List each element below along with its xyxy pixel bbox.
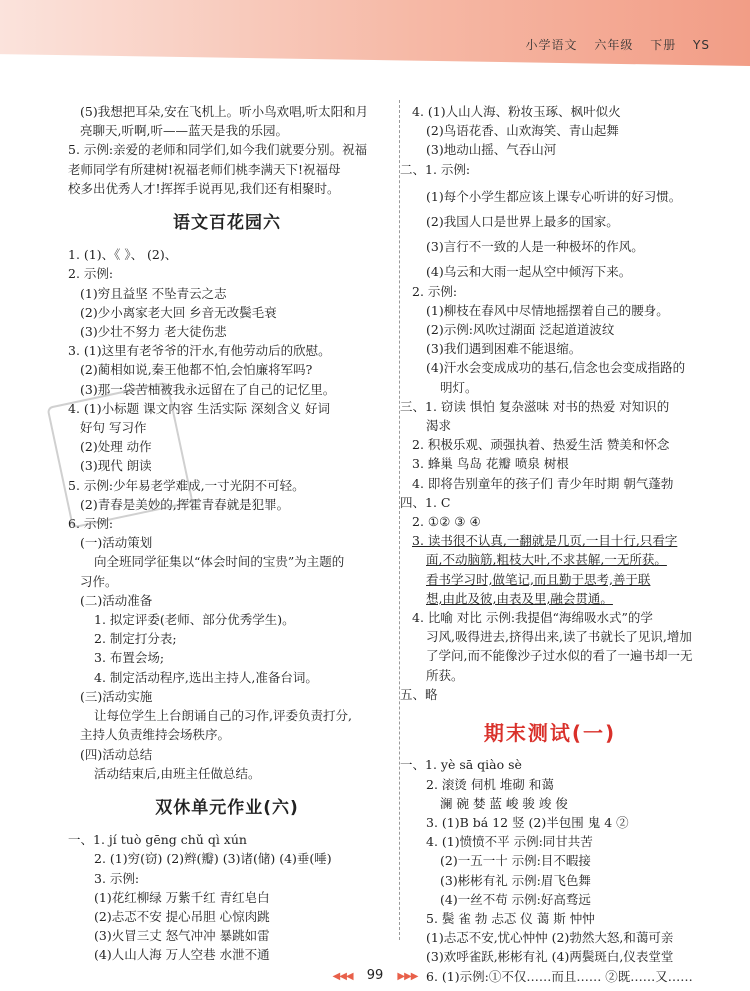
answer-line: 五、略 bbox=[400, 686, 438, 702]
answer-line: 4. 比喻 对比 示例:我提倡“海绵吸水式”的学 bbox=[412, 610, 653, 626]
page-header-band bbox=[0, 0, 750, 66]
left-column bbox=[68, 102, 386, 965]
header-subject: 小学语文 bbox=[525, 38, 578, 52]
answer-line: 亮聊天,听啊,听——蓝天是我的乐园。 bbox=[80, 123, 288, 139]
answer-line: 2. 示例: bbox=[68, 266, 114, 282]
page-number: 99 bbox=[366, 968, 384, 983]
answer-line: 1. 拟定评委(老师、部分优秀学生)。 bbox=[94, 612, 295, 628]
answer-line: 面,不动脑筋,粗枝大叶,不求甚解,一无所获。 bbox=[426, 552, 667, 568]
answer-line: (1)花红柳绿 万紫千红 青红皂白 bbox=[94, 889, 270, 905]
answer-line: 活动结束后,由班主任做总结。 bbox=[94, 765, 261, 781]
answer-line: 老师同学有所建树!祝福老师们桃李满天下!祝福母 bbox=[68, 161, 341, 177]
answer-line: 4. 即将告别童年的孩子们 青少年时期 朝气蓬勃 bbox=[412, 475, 674, 491]
answer-line: (3)欢呼雀跃,彬彬有礼 (4)两鬓斑白,仪表堂堂 bbox=[426, 949, 674, 965]
answer-line: (4)一丝不苟 示例:好高骛远 bbox=[440, 891, 591, 907]
header-grade: 六年级 bbox=[594, 38, 634, 52]
answer-line: (三)活动实施 bbox=[80, 688, 153, 704]
answer-line: 3. (1)这里有老爷爷的汗水,有他劳动后的欣慰。 bbox=[68, 343, 331, 359]
answer-line: (4)汗水会变成成功的基石,信念也会变成指路的 bbox=[426, 360, 686, 376]
answer-line: (3)彬彬有礼 示例:眉飞色舞 bbox=[440, 872, 591, 888]
answer-line: (1)忐忑不安,忧心忡忡 (2)勃然大怒,和蔼可亲 bbox=[426, 930, 674, 946]
answer-line: 好句 写习作 bbox=[80, 420, 147, 436]
prev-arrows-icon: ◀◀◀ bbox=[332, 971, 353, 982]
answer-line: 5. 示例:少年易老学难成,一寸光阴不可轻。 bbox=[68, 477, 305, 493]
answer-line: (2)鸟语花香、山欢海笑、青山起舞 bbox=[426, 123, 619, 139]
right-column bbox=[400, 102, 700, 986]
answer-line: 2. 积极乐观、顽强执着、热爱生活 赞美和怀念 bbox=[412, 437, 670, 453]
answer-line: 4. 制定活动程序,选出主持人,准备台词。 bbox=[94, 669, 318, 685]
answer-line: (二)活动准备 bbox=[80, 592, 153, 608]
answer-line: 了学问,而不能像沙子过水似的看了一遍书却一无 bbox=[426, 648, 693, 664]
answer-line: (1)每个小学生都应该上课专心听讲的好习惯。 bbox=[426, 188, 682, 204]
answer-line: 所获。 bbox=[426, 667, 464, 683]
answer-line: (5)我想把耳朵,安在飞机上。听小鸟欢唱,听太阳和月 bbox=[80, 104, 369, 119]
header-term: 下册 bbox=[650, 38, 677, 52]
answer-line: 澜 碗 婪 蓝 峻 骏 竣 俊 bbox=[440, 795, 568, 811]
answer-line: 6. (1)示例:①不仅……而且…… ②既……又…… bbox=[426, 968, 693, 984]
answer-line: 1. (1)、《 》、 (2)、 bbox=[68, 247, 178, 263]
answer-line: 四、1. C bbox=[400, 494, 451, 510]
answer-line: (2)青春是美妙的,挥霍青春就是犯罪。 bbox=[80, 496, 290, 512]
header-edition: YS bbox=[693, 38, 710, 52]
answer-line: 看书学习时,做笔记,而且勤于思考,善于联 bbox=[426, 571, 651, 587]
answer-line: 一、1. jí tuò gēng chǔ qì xún bbox=[68, 832, 247, 848]
answer-line: (2)蔺相如说,秦王他都不怕,会怕廉将军吗? bbox=[80, 362, 313, 378]
answer-line: (4)人山人海 万人空巷 水泄不通 bbox=[94, 947, 270, 963]
answer-line: 2. 滚烫 伺机 堆砌 和蔼 bbox=[426, 776, 554, 792]
answer-line: (3)我们遇到困难不能退缩。 bbox=[426, 341, 582, 357]
answer-line: 向全班同学征集以“体会时间的宝贵”为主题的 bbox=[94, 554, 345, 570]
answer-line: 让每位学生上台朗诵自己的习作,评委负责打分, bbox=[94, 708, 352, 724]
section-title-huayuan: 语文百花园六 bbox=[173, 213, 281, 234]
answer-line: 2. (1)穷(窃) (2)辫(瓣) (3)诸(储) (4)垂(唾) bbox=[94, 851, 332, 867]
answer-line: (四)活动总结 bbox=[80, 746, 153, 762]
answer-line: 4. (1)小标题 课文内容 生活实际 深刻含义 好词 bbox=[68, 400, 331, 416]
answer-line: 习风,吸得进去,挤得出来,读了书就长了见识,增加 bbox=[426, 629, 692, 645]
answer-line: 2. ①② ③ ④ bbox=[412, 514, 481, 530]
answer-line: (3)现代 朗读 bbox=[80, 458, 152, 474]
next-arrows-icon: ▶▶▶ bbox=[397, 971, 418, 982]
exam-title: 期末测试(一) bbox=[483, 721, 617, 746]
answer-line: 3. (1)B bá 12 竖 (2)半包围 鬼 4 ② bbox=[426, 814, 629, 830]
answer-line: (3)少壮不努力 老大徒伤悲 bbox=[80, 324, 227, 340]
answer-line: 三、1. 窃读 惧怕 复杂滋味 对书的热爱 对知识的 bbox=[400, 398, 670, 414]
answer-line: 5. 鬓 雀 勃 忐忑 仪 蔼 斯 忡忡 bbox=[426, 910, 595, 926]
answer-line: (3)言行不一致的人是一种极坏的作风。 bbox=[426, 239, 644, 255]
answer-line: (2)处理 动作 bbox=[80, 439, 152, 455]
answer-line: 想,由此及彼,由表及里,融会贯通。 bbox=[426, 590, 613, 606]
answer-line: 一、1. yè sā qiào sè bbox=[400, 757, 522, 773]
answer-line: 2. 示例: bbox=[412, 283, 458, 299]
answer-line: 主持人负责维持会场秩序。 bbox=[80, 727, 231, 743]
faded-stamp-mark bbox=[46, 381, 193, 528]
answer-line: (2)我国人口是世界上最多的国家。 bbox=[426, 214, 619, 230]
section-title-weekend: 双休单元作业(六) bbox=[155, 797, 299, 818]
answer-line: (一)活动策划 bbox=[80, 535, 153, 551]
answer-line: (1)穷且益坚 不坠青云之志 bbox=[80, 285, 227, 301]
answer-line: 习作。 bbox=[80, 573, 118, 589]
answer-line: 3. 布置会场; bbox=[94, 650, 165, 666]
answer-line: (1)柳枝在春风中尽情地摇摆着自己的腰身。 bbox=[426, 302, 669, 318]
answer-line: (2)少小离家老大回 乡音无改鬓毛衰 bbox=[80, 304, 277, 320]
answer-line: 二、1. 示例: bbox=[400, 161, 471, 177]
answer-line: 3. 示例: bbox=[94, 870, 140, 886]
answer-line: 6. 示例: bbox=[68, 516, 114, 532]
answer-line: 4. (1)愤愤不平 示例:同甘共苦 bbox=[426, 834, 593, 850]
answer-line: 5. 示例:亲爱的老师和同学们,如今我们就要分别。祝福 bbox=[68, 142, 368, 158]
answer-line: (2)示例:风吹过湖面 泛起道道波纹 bbox=[426, 322, 615, 338]
answer-line: 校多出优秀人才!挥挥手说再见,我们还有相聚时。 bbox=[68, 180, 340, 196]
answer-line: 渴求 bbox=[426, 418, 452, 434]
answer-line: (2)忐忑不安 提心吊胆 心惊肉跳 bbox=[94, 908, 270, 924]
answer-line: 3. 读书很不认真,一翻就是几页,一目十行,只看字 bbox=[412, 533, 678, 549]
answer-line: 2. 制定打分表; bbox=[94, 631, 177, 647]
answer-line: 4. (1)人山人海、粉妆玉琢、枫叶似火 bbox=[412, 104, 621, 119]
answer-line: (4)乌云和大雨一起从空中倾泻下来。 bbox=[426, 264, 632, 280]
page-footer bbox=[0, 968, 750, 983]
answer-line: 3. 蜂巢 鸟岛 花瓣 喷泉 树根 bbox=[412, 456, 569, 472]
answer-line: (3)地动山摇、气吞山河 bbox=[426, 142, 557, 158]
answer-line: (3)那一袋苦柚被我永远留在了自己的记忆里。 bbox=[80, 381, 336, 397]
answer-line: 明灯。 bbox=[440, 379, 478, 395]
answer-line: (2)一五一十 示例:目不暇接 bbox=[440, 853, 591, 869]
answer-line: (3)火冒三丈 怒气冲冲 暴跳如雷 bbox=[94, 928, 270, 944]
header-info bbox=[514, 36, 710, 53]
